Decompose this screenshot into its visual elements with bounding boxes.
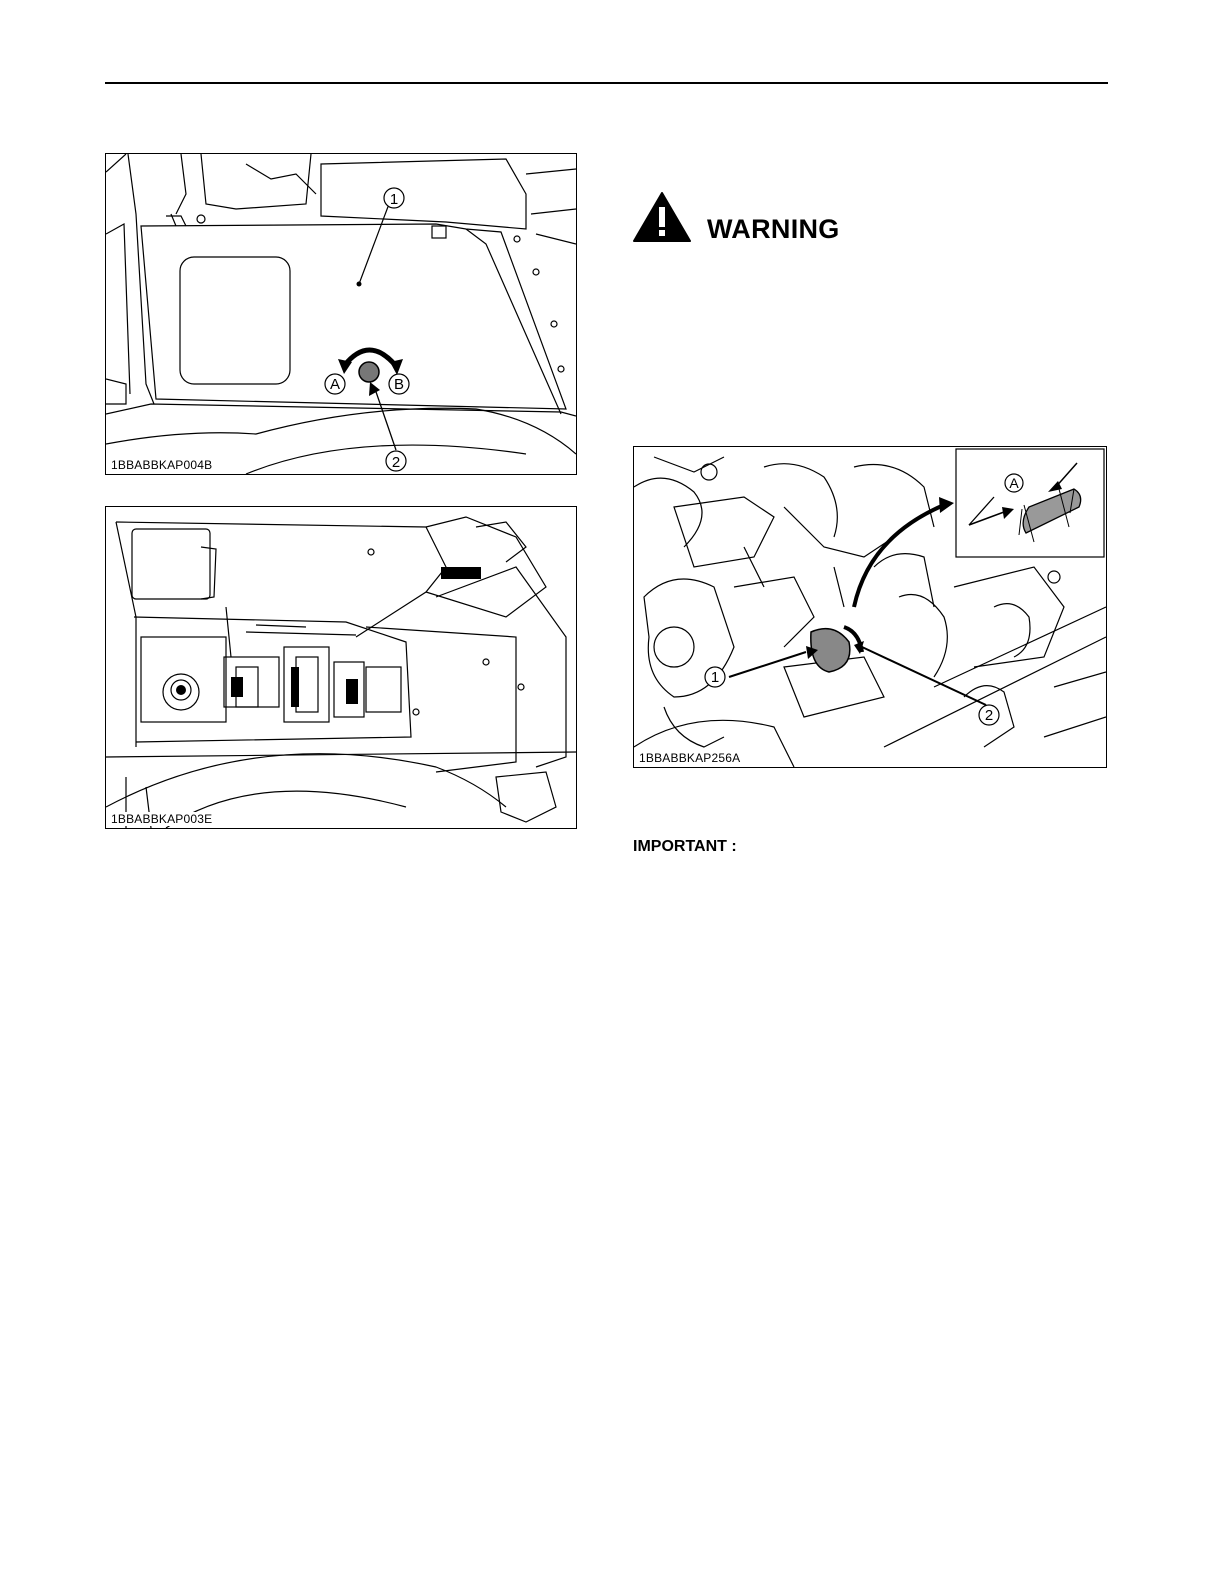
callout-2: 2	[391, 454, 401, 471]
figure-code: 1BBABBKAP004B	[111, 458, 213, 472]
figure-open-panel	[105, 506, 577, 829]
callout-b: B	[393, 376, 405, 393]
figure-code: 1BBABBKAP003E	[111, 812, 213, 826]
open-panel-illustration	[106, 507, 576, 828]
warning-title: WARNING	[707, 214, 840, 244]
callout-1: 1	[389, 191, 399, 208]
header-rule	[105, 82, 1108, 84]
important-label: IMPORTANT :	[633, 838, 737, 855]
callout-a: A	[1009, 475, 1019, 491]
figure-code: 1BBABBKAP256A	[639, 751, 741, 765]
callout-2: 2	[984, 707, 994, 724]
callout-1: 1	[710, 669, 720, 686]
engine-hose-illustration	[634, 447, 1106, 767]
warning-icon	[632, 191, 692, 248]
figure-engine-hose	[633, 446, 1107, 768]
figure-side-panel	[105, 153, 577, 475]
callout-a: A	[329, 376, 341, 393]
side-panel-illustration	[106, 154, 576, 474]
